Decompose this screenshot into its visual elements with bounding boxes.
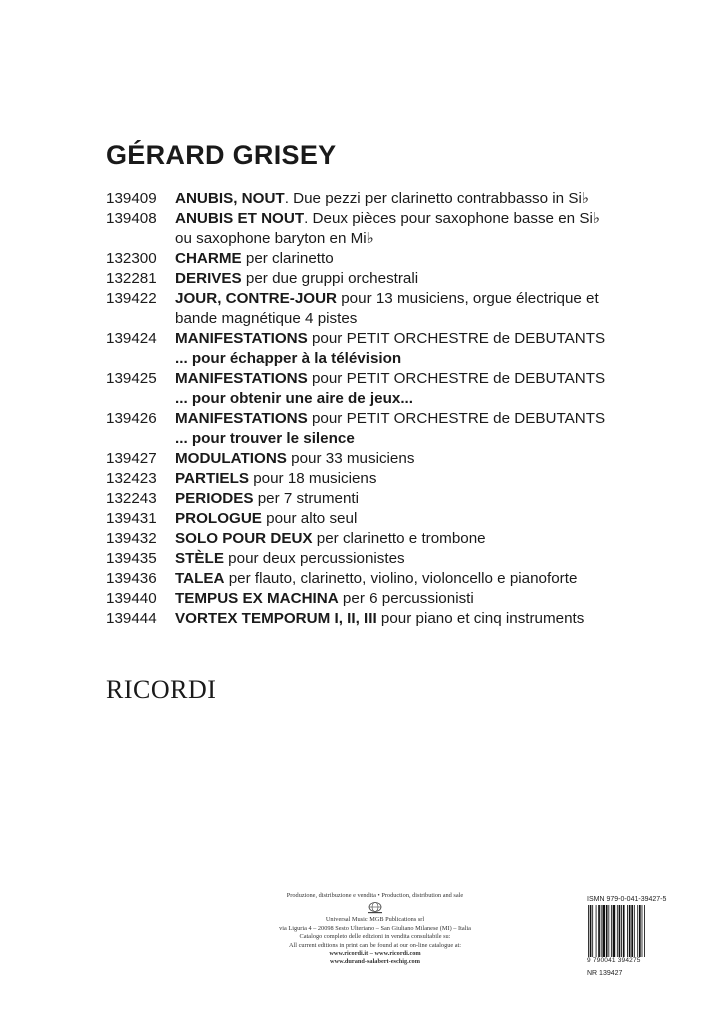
catalog-entry-number: 139436 (106, 570, 157, 587)
catalog-entry-number: 139422 (106, 290, 157, 307)
ricordi-logo: RICORDI (106, 675, 217, 704)
work-description: per clarinetto (241, 250, 334, 267)
catalog-entry-number: 132300 (106, 250, 157, 267)
catalog-entry-number: 139425 (106, 370, 157, 387)
catalog-entry (106, 529, 666, 549)
work-subtitle: ... pour trouver le silence (175, 430, 355, 447)
work-description: pour 33 musiciens (286, 450, 415, 467)
catalog-entry-text (175, 469, 666, 489)
work-title: PARTIELS (175, 470, 249, 487)
work-description: pour deux percussionistes (223, 550, 405, 567)
universal-music-emblem-icon (364, 901, 386, 915)
catalog-entry-text (175, 549, 666, 569)
catalog-entry-text (175, 589, 666, 609)
work-title: PERIODES (175, 490, 254, 507)
work-description-continued: ou saxophone baryton en Mi♭ (175, 230, 374, 247)
barcode-icon (587, 905, 667, 957)
work-title: TEMPUS EX MACHINA (175, 590, 339, 607)
catalog-entry (106, 489, 666, 509)
catalog-entry (106, 609, 666, 629)
work-description: . Due pezzi per clarinetto contrabbasso in Si♭ (284, 190, 590, 207)
catalog-entry (106, 189, 666, 209)
catalog-entry (106, 369, 666, 409)
work-subtitle: ... pour obtenir une aire de jeux... (175, 390, 413, 407)
work-title: MANIFESTATIONS (175, 370, 308, 387)
catalog-entry (106, 249, 666, 269)
catalog-entry (106, 329, 666, 369)
work-description: per due gruppi orchestrali (241, 270, 419, 287)
work-title: MODULATIONS (175, 450, 287, 467)
catalog-entry (106, 549, 666, 569)
work-description: pour alto seul (261, 510, 358, 527)
work-description: pour 18 musiciens (248, 470, 377, 487)
work-title: SOLO POUR DEUX (175, 530, 313, 547)
durand-link[interactable]: www.durand-salabert-eschig.com (330, 958, 420, 966)
work-description-continued: bande magnétique 4 pistes (175, 310, 358, 327)
catalog-entry (106, 509, 666, 529)
catalog-entry-number: 139427 (106, 450, 157, 467)
catalog-entry (106, 269, 666, 289)
work-title: STÈLE (175, 550, 224, 567)
catalog-entry-number: 139426 (106, 410, 157, 427)
work-title: MANIFESTATIONS (175, 410, 308, 427)
work-title: DERIVES (175, 270, 242, 287)
imprint-line: via Liguria 4 – 20098 Sesto Ulteriano – San Giuliano Milanese (MI) – Italia (279, 924, 471, 932)
work-title: JOUR, CONTRE-JOUR (175, 290, 338, 307)
work-description: per clarinetto e trombone (312, 530, 486, 547)
catalog-entry-number: 132423 (106, 470, 157, 487)
composer-title: GÉRARD GRISEY (106, 140, 337, 170)
catalog-entry-number: 139424 (106, 330, 157, 347)
imprint-block (255, 892, 495, 967)
catalog-entry-number: 139408 (106, 210, 157, 227)
work-description: . Deux pièces pour saxophone basse en Si♭ (304, 210, 601, 227)
work-title: CHARME (175, 250, 242, 267)
catalog-entry-text (175, 449, 666, 469)
work-description: per 6 percussionisti (338, 590, 474, 607)
catalog-entry (106, 409, 666, 449)
work-subtitle: ... pour échapper à la télévision (175, 350, 402, 367)
catalog-list (106, 189, 666, 629)
catalog-entry-text (175, 329, 666, 369)
catalog-entry-number: 139435 (106, 550, 157, 567)
imprint-line: Catalogo completo delle edizioni in vendita consultabile su: (299, 933, 451, 941)
catalog-entry-number: 139432 (106, 530, 157, 547)
catalog-entry-text (175, 369, 666, 409)
catalog-entry-text (175, 509, 666, 529)
work-description: pour PETIT ORCHESTRE de DEBUTANTS (307, 370, 606, 387)
work-description: pour PETIT ORCHESTRE de DEBUTANTS (307, 330, 606, 347)
catalog-entry-text (175, 269, 666, 289)
ismn-label: ISMN 979-0-041-39427-5 (587, 896, 667, 903)
catalog-entry-text (175, 289, 666, 329)
ricordi-it-link[interactable]: www.ricordi.it (329, 950, 369, 958)
catalog-entry (106, 449, 666, 469)
url-separator: – (368, 950, 375, 958)
catalog-entry-text (175, 209, 666, 249)
catalog-entry-text (175, 409, 666, 449)
catalog-number: NR 139427 (587, 970, 623, 977)
catalog-entry-number: 139409 (106, 190, 157, 207)
work-description: pour 13 musiciens, orgue électrique et (337, 290, 599, 307)
catalog-entry-text (175, 529, 666, 549)
ricordi-com-link[interactable]: www.ricordi.com (374, 950, 421, 958)
catalog-entry-number: 139444 (106, 610, 157, 627)
imprint-line: Universal Music MGB Publications srl (325, 916, 425, 924)
catalog-entry (106, 209, 666, 249)
imprint-line: All current editions in print can be found at our on-line catalogue at: (288, 941, 462, 949)
catalog-entry (106, 469, 666, 489)
work-description: per flauto, clarinetto, violino, violoncello e pianoforte (224, 570, 578, 587)
work-description: pour piano et cinq instruments (376, 610, 585, 627)
work-title: MANIFESTATIONS (175, 330, 308, 347)
catalog-entry-text (175, 249, 666, 269)
imprint-urls (255, 950, 495, 958)
catalog-entry-number: 139431 (106, 510, 157, 527)
catalog-entry (106, 289, 666, 329)
catalog-entry (106, 569, 666, 589)
catalog-entry-text (175, 609, 666, 629)
catalog-entry-number: 132281 (106, 270, 157, 287)
work-description: per 7 strumenti (253, 490, 360, 507)
work-description: pour PETIT ORCHESTRE de DEBUTANTS (307, 410, 606, 427)
catalog-entry-text (175, 569, 666, 589)
catalog-entry-text (175, 189, 666, 209)
catalog-entry-text (175, 489, 666, 509)
catalog-entry (106, 589, 666, 609)
catalog-entry-number: 139440 (106, 590, 157, 607)
barcode-block (587, 896, 667, 977)
work-title: TALEA (175, 570, 225, 587)
imprint-line: Produzione, distribuzione e vendita • Production, distribution and sale (286, 892, 464, 899)
work-title: VORTEX TEMPORUM I, II, III (175, 610, 377, 627)
work-title: ANUBIS ET NOUT (175, 210, 305, 227)
work-title: ANUBIS, NOUT (175, 190, 285, 207)
work-title: PROLOGUE (175, 510, 262, 527)
catalog-entry-number: 132243 (106, 490, 157, 507)
barcode-digits: 9 790041 394275 (587, 957, 641, 964)
